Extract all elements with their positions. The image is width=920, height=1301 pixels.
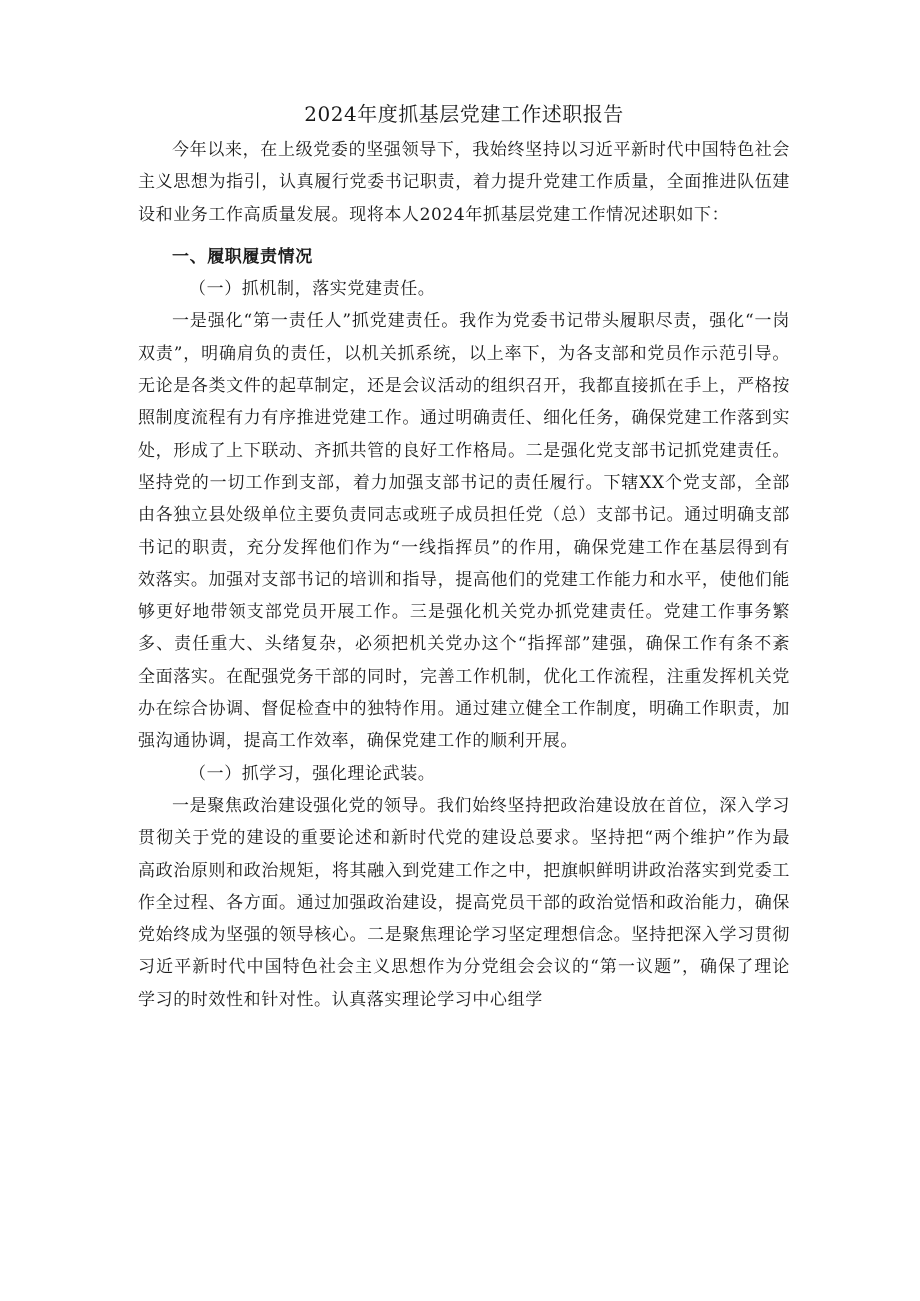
spacer xyxy=(138,231,790,241)
document-body xyxy=(138,98,790,1016)
intro-paragraph: 今年以来，在上级党委的坚强领导下，我始终坚持以习近平新时代中国特色社会主义思想为指引，认真履行党委书记职责，着力提升党建工作质量，全面推进队伍建设和业务工作高质量发展。现将本人2024年抓基层党建工作情况述职如下： xyxy=(138,140,790,225)
subsection-1-paragraph: 一是强化“第一责任人”抓党建责任。我作为党委书记带头履职尽责，强化“一岗双责”，明确肩负的责任，以机关抓系统，以上率下，为各支部和党员作示范引导。无论是各类文件的起草制定，还是会议活动的组织召开，我都直接抓在手上，严格按照制度流程有力有序推进党建工作。通过明确责任、细化任务，确保党建工作落到实处，形成了上下联动、齐抓共管的良好工作格局。二是强化党支部书记抓党建责任。坚持党的一切工作到支部，着力加强支部书记的责任履行。下辖XX个党支部，全部由各独立县处级单位主要负责同志或班子成员担任党（总）支部书记。通过明确支部书记的职责，充分发挥他们作为“一线指挥员”的作用，确保党建工作在基层得到有效落实。加强对支部书记的培训和指导，提高他们的党建工作能力和水平，使他们能够更好地带领支部党员开展工作。三是强化机关党办抓党建责任。党建工作事务繁多、责任重大、头绪复杂，必须把机关党办这个“指挥部”建强，确保工作有条不紊全面落实。在配强党务干部的同时，完善工作机制，优化工作流程，注重发挥机关党办在综合协调、督促检查中的独特作用。通过建立健全工作制度，明确工作职责，加强沟通协调，提高工作效率，确保党建工作的顺利开展。 xyxy=(138,311,790,752)
subsection-heading-1: （一）抓机制，落实党建责任。 xyxy=(189,279,436,300)
document-title: 2024年度抓基层党建工作述职报告 xyxy=(304,102,624,126)
subsection-heading-2: （一）抓学习，强化理论武装。 xyxy=(189,763,436,784)
subsection-2-paragraph: 一是聚焦政治建设强化党的领导。我们始终坚持把政治建设放在首位，深入学习贯彻关于党的建设的重要论述和新时代党的建设总要求。坚持把“两个维护”作为最高政治原则和政治规矩，将其融入到党建工作之中，把旗帜鲜明讲政治落实到党委工作全过程、各方面。通过加强政治建设，提高党员干部的政治觉悟和政治能力，确保党始终成为坚强的领导核心。二是聚焦理论学习坚定理想信念。坚持把深入学习贯彻习近平新时代中国特色社会主义思想作为分党组会会议的“第一议题”，确保了理论学习的时效性和针对性。认真落实理论学习中心组学 xyxy=(138,795,790,1010)
section-heading-1: 一、履职履责情况 xyxy=(172,246,313,267)
